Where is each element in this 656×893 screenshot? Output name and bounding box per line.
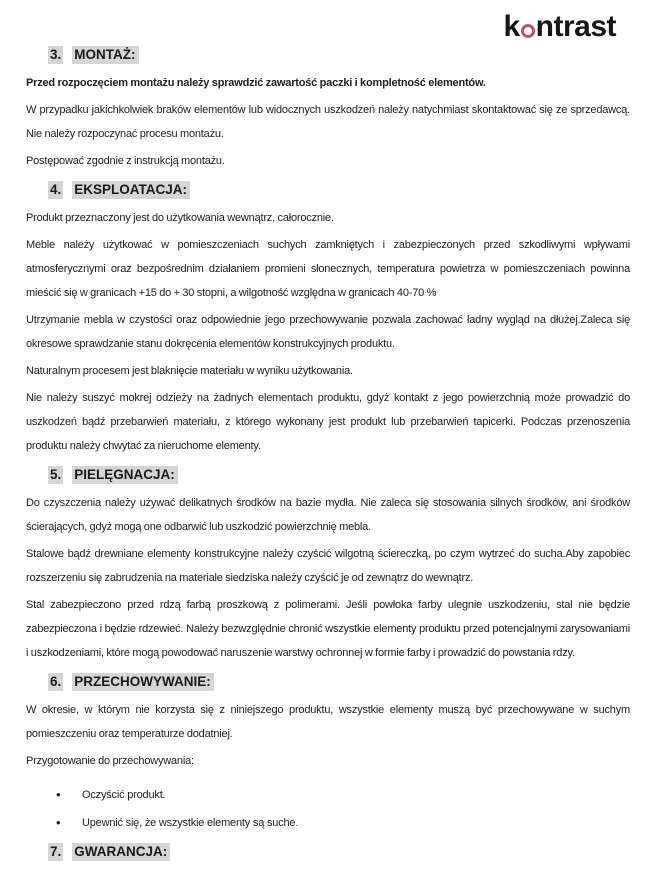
paragraph: Przygotowanie do przechowywania: <box>26 755 194 767</box>
paragraph: Naturalnym procesem jest blaknięcie materiału w wyniku użytkowania. <box>26 365 353 377</box>
section-number: 4. <box>50 182 62 197</box>
paragraph: W przypadku jakichkolwiek braków elementów lub widocznych uszkodzeń należy natychmiast skontaktować się ze sprzedawcą. Nie należy rozpoczynać procesu montażu. <box>26 104 630 140</box>
section-number: 5. <box>50 467 62 482</box>
paragraph: Meble należy użytkować w pomieszczeniach suchych zamkniętych i zabezpieczonych przed szkodliwymi wpływami atmosferycznymi oraz bezpośrednim działaniem promieni słonecznych, temperatura powietrza w pomieszczeniach powinna mieścić się w granicach +15 do + 30 stopni, a wilgotność względna w granicach 40-70 % <box>26 239 630 299</box>
section-number: 7. <box>50 844 62 859</box>
paragraph: Nie należy suszyć mokrej odzieży na żadnych elementach produktu, gdyż kontakt z jego powierzchnią może prowadzić do uszkodzeń bądź przebarwień materiału, z którego wykonany jest produkt lub przebarwień tapicerki. Podczas przenoszenia produktu należy chwytać za nieruchome elementy. <box>26 392 630 452</box>
section-title: PIELĘGNACJA: <box>72 466 178 484</box>
section-number: 6. <box>50 674 62 689</box>
paragraph: W okresie, w którym nie korzysta się z niniejszego produktu, wszystkie elementy muszą być przechowywane w suchym pomieszczeniu oraz temperaturze dodatniej. <box>26 704 630 740</box>
section-title: PRZECHOWYWANIE: <box>72 673 214 691</box>
section-heading-gwarancja <box>48 843 630 860</box>
section-heading-pielegnacja <box>48 466 630 483</box>
storage-checklist <box>26 783 630 835</box>
brand-logo-text-end: ntrast <box>535 10 616 43</box>
paragraph: Utrzymanie mebla w czystości oraz odpowiednie jego przechowywanie pozwala zachować ładny wygląd na dłużej.Zaleca się okresowe sprawdzanie stanu dokręcenia elementów konstrukcyjnych produktu. <box>26 314 630 350</box>
section-title: MONTAŻ: <box>72 46 138 64</box>
section-heading-przechowywanie <box>48 673 630 690</box>
paragraph: Do czyszczenia należy używać delikatnych środków na bazie mydła. Nie zaleca się stosowania silnych środków, ani środków ścierających, gdyż mogą one odbarwić lub uszkodzić powierzchnię mebla. <box>26 497 630 533</box>
logo-o-ring-icon <box>521 24 535 38</box>
brand-logo-text-start: k <box>503 10 520 43</box>
list-item: • Upewnić się, że wszystkie elementy są suche. <box>56 811 630 835</box>
section-number: 3. <box>50 47 62 62</box>
section-title: EKSPLOATACJA: <box>72 181 190 199</box>
list-item: • Oczyścić produkt. <box>56 783 630 807</box>
section-heading-eksploatacja <box>48 181 630 198</box>
paragraph: Stalowe bądź drewniane elementy konstrukcyjne należy czyścić wilgotną ściereczką, po czym wytrzeć do sucha.Aby zapobiec rozszerzeniu się zabrudzenia na materiale siedziska należy czyścić je od zewnątrz do wewnątrz. <box>26 548 630 584</box>
section-heading-montaz <box>48 46 630 63</box>
section-title: GWARANCJA: <box>72 843 170 861</box>
paragraph: Stal zabezpieczono przed rdzą farbą proszkową z polimerami. Jeśli powłoka farby ulegnie uszkodzeniu, stal nie będzie zabezpieczona i będzie rdzewieć. Należy bezwzględnie chronić wszystkie elementy produktu przed potencjalnymi zarysowaniami i uszkodzeniami, które mogą powodować naruszenie warstwy ochronnej w formie farby i prowadzić do powstania rdzy. <box>26 599 630 659</box>
paragraph: Przed rozpoczęciem montażu należy sprawdzić zawartość paczki i kompletność elementów. <box>26 77 486 89</box>
paragraph: Postępować zgodnie z instrukcją montażu. <box>26 155 225 167</box>
paragraph: Produkt przeznaczony jest do użytkowania wewnątrz, całorocznie. <box>26 212 334 224</box>
brand-logo <box>503 10 616 44</box>
